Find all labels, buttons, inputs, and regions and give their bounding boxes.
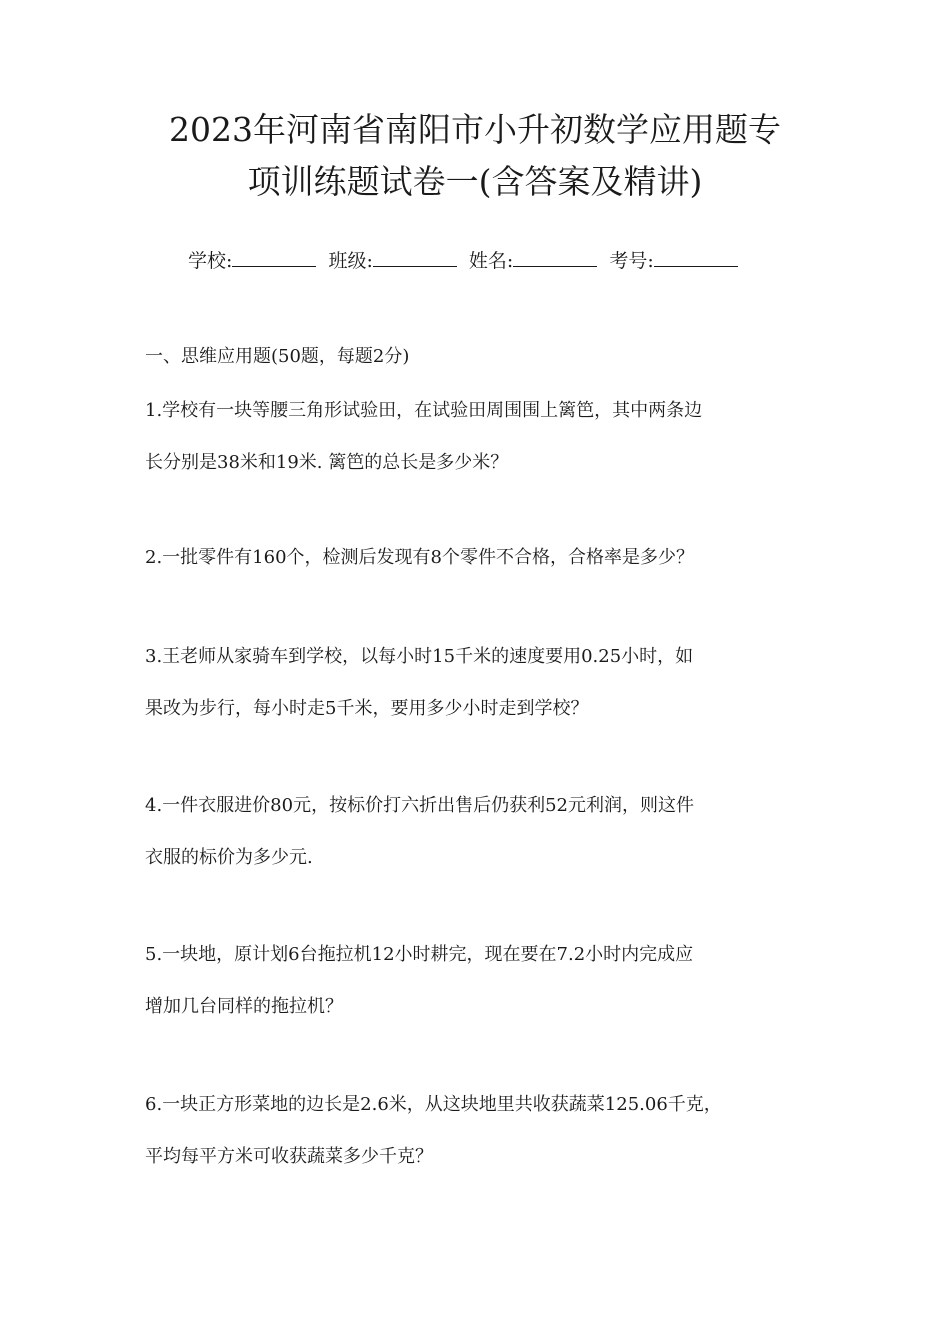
student-info-row xyxy=(188,246,808,276)
school-field xyxy=(188,250,322,272)
question-1-line-1: 1.学校有一块等腰三角形试验田，在试验田周围围上篱笆，其中两条边 xyxy=(145,400,703,421)
question-4-line-2: 衣服的标价为多少元. xyxy=(145,847,313,868)
question-4-line-1: 4.一件衣服进价80元，按标价打六折出售后仍获利52元利润，则这件 xyxy=(145,795,694,816)
document-title-line-1: 2023年河南省南阳市小升初数学应用题专 xyxy=(169,110,781,149)
name-field xyxy=(469,250,603,272)
school-blank xyxy=(232,248,316,267)
exam-number-blank xyxy=(654,248,738,267)
class-field xyxy=(328,250,462,272)
exam-number-field xyxy=(609,250,737,272)
exam-number-label: 考号: xyxy=(609,250,654,272)
question-2 xyxy=(145,532,810,584)
question-3 xyxy=(145,631,810,735)
question-1-line-2: 长分别是38米和19米. 篱笆的总长是多少米？ xyxy=(145,452,509,473)
question-2-line-1: 2.一批零件有160个，检测后发现有8个零件不合格，合格率是多少？ xyxy=(145,547,694,568)
question-6 xyxy=(145,1079,810,1183)
question-1 xyxy=(145,385,810,489)
name-label: 姓名: xyxy=(468,250,514,272)
question-3-line-1: 3.王老师从家骑车到学校，以每小时15千米的速度要用0.25小时，如 xyxy=(145,646,694,667)
question-4 xyxy=(145,780,810,884)
document-title-line-2: 项训练题试卷一(含答案及精讲) xyxy=(247,162,703,201)
class-label: 班级: xyxy=(328,250,373,272)
name-blank xyxy=(513,248,597,267)
question-3-line-2: 果改为步行，每小时走5千米，要用多少小时走到学校？ xyxy=(145,698,589,719)
school-label: 学校: xyxy=(188,250,233,272)
question-5-line-1: 5.一块地，原计划6台拖拉机12小时耕完，现在要在7.2小时内完成应 xyxy=(145,944,694,965)
class-blank xyxy=(373,248,457,267)
question-5-line-2: 增加几台同样的拖拉机？ xyxy=(145,996,343,1017)
question-6-line-2: 平均每平方米可收获蔬菜多少千克？ xyxy=(145,1146,433,1167)
question-5 xyxy=(145,929,810,1033)
question-6-line-1: 6.一块正方形菜地的边长是2.6米，从这块地里共收获蔬菜125.06千克， xyxy=(145,1094,722,1115)
section-title: 一、思维应用题(50题，每题2分) xyxy=(145,346,410,367)
